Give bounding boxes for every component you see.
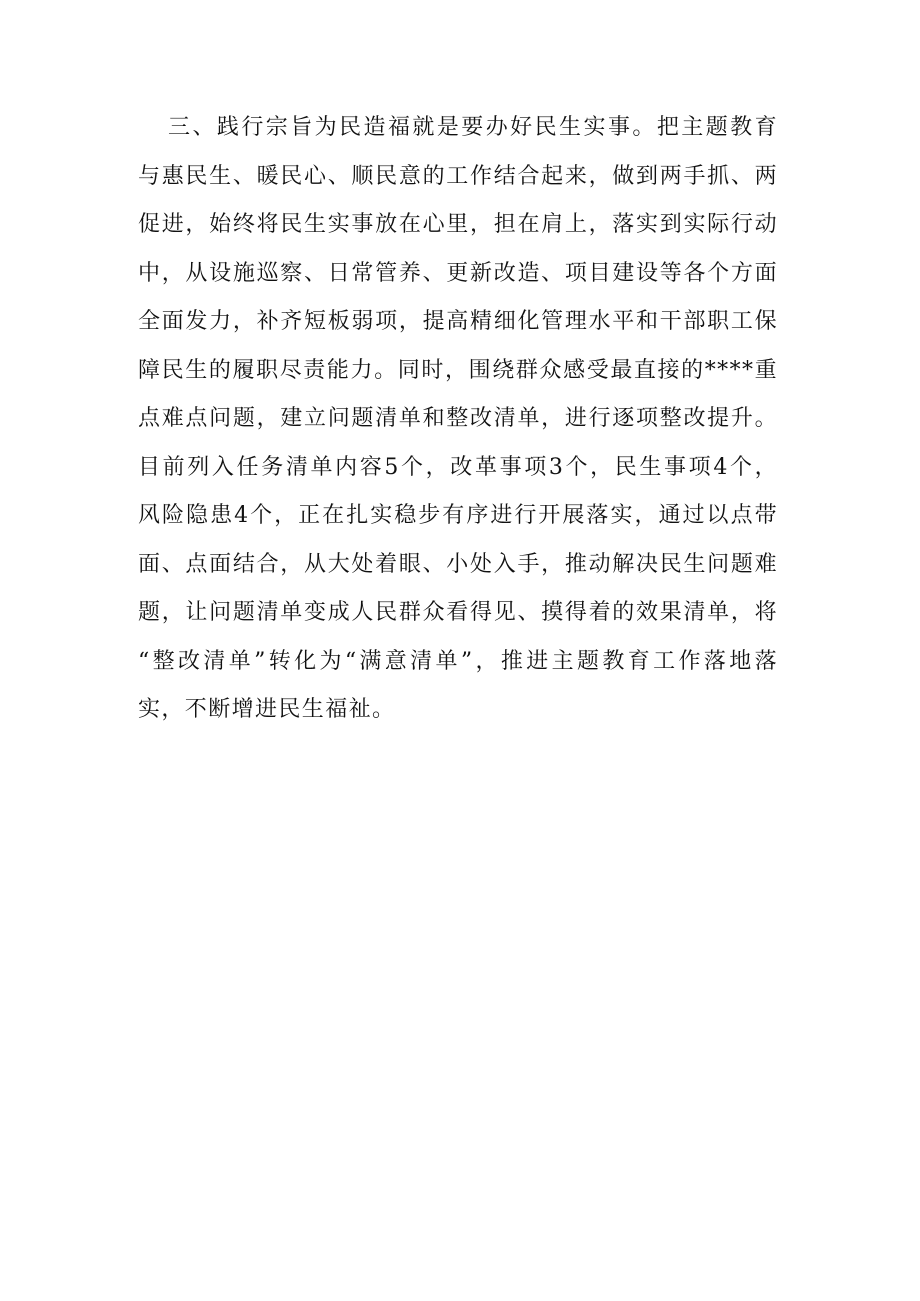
paragraph-line: 三、践行宗旨为民造福就是要办好民生实事。把主题教育 <box>168 115 778 140</box>
paragraph-line: 题，让问题清单变成人民群众看得见、摸得着的效果清单，将 <box>138 600 778 625</box>
paragraph-line: 目前列入任务清单内容5个，改革事项3个，民生事项4个， <box>138 454 778 480</box>
paragraph-line: 实，不断增进民生福祉。 <box>138 697 396 722</box>
paragraph-line: “整改清单”转化为“满意清单”，推进主题教育工作落地落 <box>138 648 778 674</box>
paragraph-line: 促进，始终将民生实事放在心里，担在肩上，落实到实际行动 <box>138 212 778 237</box>
paragraph-line: 障民生的履职尽责能力。同时，围绕群众感受最直接的****重 <box>138 357 778 383</box>
body-paragraph <box>138 104 778 735</box>
paragraph-line: 面、点面结合，从大处着眼、小处入手，推动解决民生问题难 <box>138 551 778 577</box>
paragraph-line: 风险隐患4个，正在扎实稳步有序进行开展落实，通过以点带 <box>138 503 778 528</box>
paragraph-line: 点难点问题，建立问题清单和整改清单，进行逐项整改提升。 <box>138 406 778 431</box>
paragraph-line: 中，从设施巡察、日常管养、更新改造、项目建设等各个方面 <box>138 260 778 286</box>
paragraph-line: 全面发力，补齐短板弱项，提高精细化管理水平和干部职工保 <box>138 309 778 334</box>
paragraph-line: 与惠民生、暖民心、顺民意的工作结合起来，做到两手抓、两 <box>138 163 778 189</box>
